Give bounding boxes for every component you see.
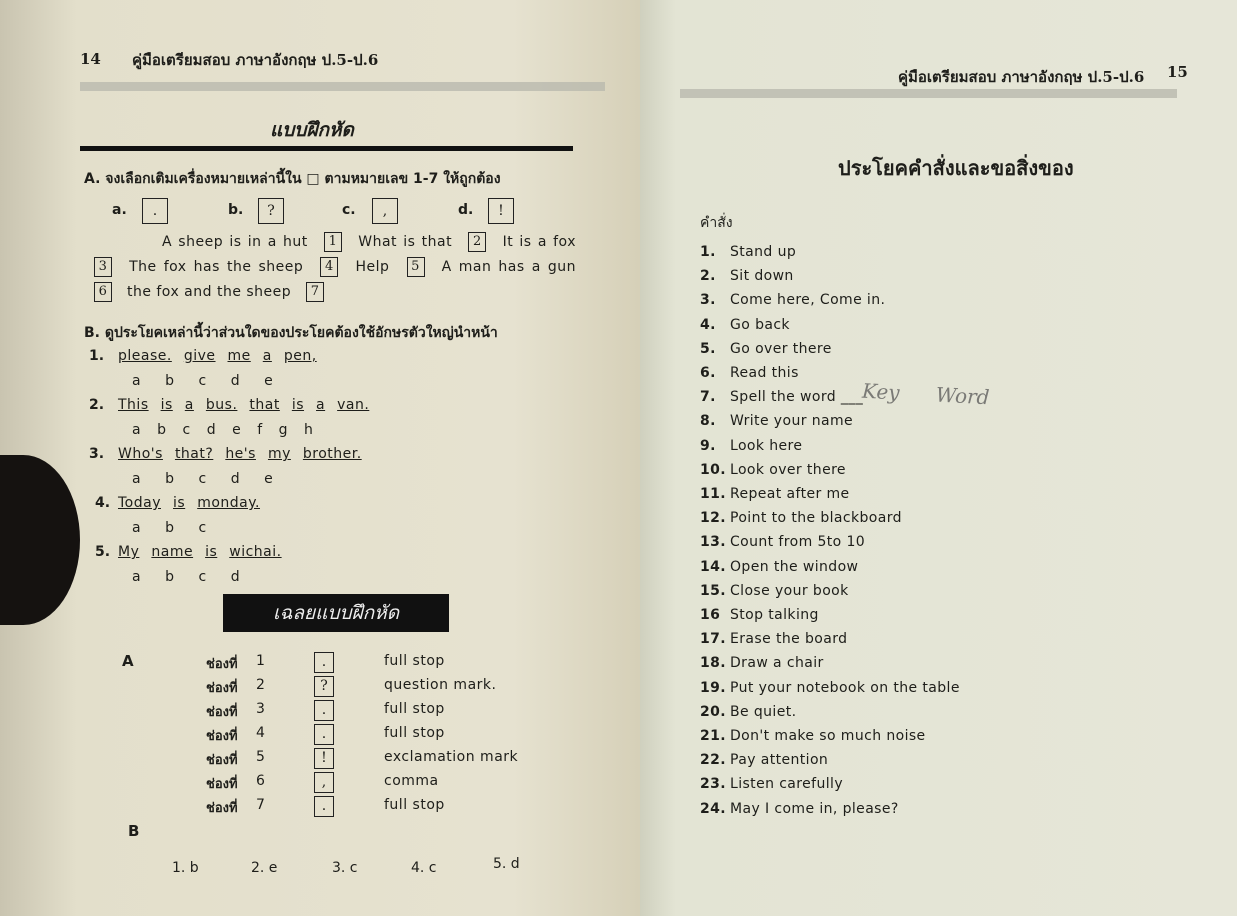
item-text: Don't make so much noise (730, 728, 926, 744)
answer-mark-name: comma (384, 773, 439, 789)
running-header: คู่มือเตรียมสอบ ภาษาอังกฤษ ป.5-ป.6 (898, 68, 1145, 86)
item-number: 21. (700, 728, 727, 744)
command-item (700, 462, 846, 478)
item-text: Go back (730, 316, 790, 333)
sentence-number: 3. (89, 446, 105, 462)
slot-label: ช่องที่ (206, 777, 238, 792)
part-letter: b (165, 373, 175, 389)
slot-number: 4 (256, 725, 265, 741)
passage-text: The fox has the sheep (129, 259, 304, 275)
item-number: 24. (700, 800, 727, 817)
sentence-word: that (249, 397, 280, 413)
thumb-shadow (0, 455, 80, 625)
slot-label: ช่องที่ (206, 681, 238, 696)
item-number: 14. (700, 558, 727, 575)
answer-b-item: 5. d (493, 856, 520, 872)
part-letter: c (182, 422, 191, 438)
item-number: 13. (700, 534, 727, 551)
item-text: Sit down (730, 268, 794, 285)
part-letter: a (132, 373, 142, 389)
item-number: 22. (700, 752, 727, 769)
option-mark-box: ? (258, 198, 284, 224)
sentence-word: please. (118, 348, 172, 364)
sentence-number: 2. (89, 397, 105, 413)
command-item (700, 728, 926, 744)
item-number: 11. (700, 486, 727, 502)
answer-a-label: A (122, 652, 134, 670)
answer-b-item: 4. c (411, 860, 437, 876)
sentence-word: is (173, 495, 186, 511)
item-text: Put your notebook on the table (730, 679, 960, 696)
sentence-number: 5. (95, 544, 111, 560)
sentence-letters (132, 373, 297, 389)
answer-mark-name: full stop (384, 797, 445, 813)
slot-label: ช่องที่ (206, 753, 238, 768)
part-letter: a (132, 569, 142, 585)
part-letter: c (198, 373, 207, 389)
blank-box: 1 (324, 232, 342, 252)
item-number: 2. (700, 268, 716, 285)
command-item (700, 317, 790, 333)
right-page (640, 0, 1237, 916)
item-text: Stop talking (730, 607, 819, 623)
sentence-word: name (151, 544, 194, 560)
command-item (700, 559, 858, 575)
sentence-word: monday. (197, 495, 260, 511)
command-item (700, 389, 863, 405)
part-letter: d (230, 471, 241, 487)
sentence-number: 1. (89, 348, 105, 364)
item-number: 6. (700, 365, 716, 381)
item-text: Close your book (730, 582, 849, 599)
item-number: 7. (700, 389, 716, 406)
part-letter: c (198, 569, 207, 585)
page-number: 14 (80, 50, 101, 68)
part-a-passage (84, 230, 576, 305)
sentence-word: a (262, 348, 272, 364)
item-number: 12. (700, 510, 727, 527)
item-text: Look over there (730, 461, 846, 478)
item-number: 4. (700, 316, 716, 333)
command-item (700, 680, 960, 696)
answer-mark-name: full stop (384, 701, 445, 717)
slot-number: 1 (256, 653, 265, 669)
passage-text: Help (355, 259, 390, 275)
option-mark-box: ! (488, 198, 514, 224)
sentence-word: pen, (283, 348, 317, 364)
command-item (700, 631, 847, 647)
blank-box: 4 (320, 257, 338, 277)
command-item (700, 292, 885, 308)
sentence-word: wichai. (229, 544, 282, 560)
item-number: 15. (700, 582, 727, 599)
item-number: 9. (700, 437, 716, 454)
command-item (700, 776, 843, 792)
command-item (700, 534, 865, 550)
part-letter: a (132, 471, 142, 487)
command-item (700, 583, 849, 599)
answer-mark-box: ? (314, 676, 334, 697)
item-text: Come here, Come in. (730, 292, 886, 309)
part-letter: b (165, 471, 175, 487)
sentence-word: is (205, 544, 218, 560)
passage-text: A sheep is in a hut (162, 234, 308, 250)
slot-number: 5 (256, 749, 265, 765)
slot-label: ช่องที่ (206, 729, 238, 744)
answer-mark-name: question mark. (384, 677, 497, 693)
sentence-letters (132, 422, 329, 438)
sentence-letters (132, 520, 231, 536)
sentence-word: me (227, 348, 251, 364)
blank-box: 7 (306, 282, 324, 302)
option-mark-box: . (142, 198, 168, 224)
item-text: Repeat after me (730, 486, 850, 502)
item-number: 17. (700, 631, 727, 648)
command-item (700, 704, 796, 720)
sentence-word: a (184, 397, 194, 413)
sentence-word: is (160, 397, 173, 413)
slot-number: 7 (256, 797, 265, 813)
item-number: 20. (700, 703, 727, 720)
part-letter: a (132, 520, 142, 536)
item-text: Spell the word ___ (730, 389, 864, 406)
sentence-word: This (118, 397, 149, 413)
item-number: 19. (700, 679, 727, 696)
answer-mark-box: . (314, 652, 334, 673)
subtitle: คำสั่ง (700, 215, 733, 231)
answer-mark-box: ! (314, 748, 334, 769)
answer-b-item: 3. c (332, 860, 358, 876)
part-letter: e (232, 422, 242, 438)
sentence-word: is (291, 397, 305, 413)
part-letter: d (230, 373, 241, 389)
slot-label: ช่องที่ (206, 705, 238, 720)
part-letter: g (278, 422, 289, 438)
sentence-words (118, 397, 381, 413)
answer-mark-box: . (314, 724, 334, 745)
item-number: 1. (700, 244, 716, 260)
item-text: Stand up (730, 244, 797, 260)
slot-number: 6 (256, 773, 265, 789)
page-title: ประโยคคำสั่งและขอสิ่งของ (838, 156, 1074, 180)
header-band (80, 82, 605, 91)
answer-mark-box: , (314, 772, 334, 793)
handwritten-note: Key Word (861, 378, 991, 410)
blank-box: 5 (407, 257, 425, 277)
blank-box: 2 (468, 232, 486, 252)
sentence-letters (132, 569, 264, 585)
item-text: Write your name (730, 413, 854, 430)
command-item (700, 438, 802, 454)
header-band (680, 89, 1177, 98)
item-text: May I come in, please? (730, 800, 899, 817)
command-item (700, 752, 828, 768)
sentence-words (118, 544, 294, 560)
command-item (700, 413, 853, 429)
blank-box: 3 (94, 257, 112, 277)
item-text: Point to the blackboard (730, 510, 902, 527)
part-letter: b (165, 520, 175, 536)
slot-number: 3 (256, 701, 265, 717)
running-header: คู่มือเตรียมสอบ ภาษาอังกฤษ ป.5-ป.6 (132, 51, 379, 69)
item-number: 5. (700, 340, 716, 357)
sentence-words (118, 348, 329, 364)
item-text: Listen carefully (730, 776, 844, 793)
sentence-word: bus. (205, 397, 238, 413)
answer-b-item: 1. b (172, 860, 199, 876)
item-number: 8. (700, 413, 716, 430)
part-b-instruction: B. ดูประโยคเหล่านี้ว่าส่วนใดของประโยคต้องใช้อักษรตัวใหญ่นำหน้า (84, 325, 498, 341)
item-number: 16 (700, 607, 721, 623)
item-text: Count from 5to 10 (730, 534, 866, 551)
passage-text: It is a fox (502, 234, 576, 250)
sentence-word: give (183, 348, 216, 364)
part-letter: b (157, 422, 167, 438)
answer-mark-name: full stop (384, 653, 445, 669)
command-item (700, 801, 899, 817)
sentence-words (118, 446, 374, 462)
sentence-word: Today (118, 495, 161, 511)
sentence-word: Who's (118, 446, 163, 462)
part-letter: e (264, 471, 274, 487)
part-a-instruction: A. จงเลือกเติมเครื่องหมายเหล่านี้ใน □ ตามหมายเลข 1-7 ให้ถูกต้อง (84, 171, 501, 187)
answer-mark-box: . (314, 796, 334, 817)
slot-label: ช่องที่ (206, 657, 238, 672)
item-number: 18. (700, 655, 727, 672)
option-mark-box: , (372, 198, 398, 224)
item-text: Look here (730, 437, 803, 454)
answer-mark-name: full stop (384, 725, 445, 741)
answer-title: เฉลยแบบฝึกหัด (223, 594, 449, 632)
option-label: b. (228, 202, 244, 218)
passage-text: A man has a gun (441, 259, 577, 275)
title-rule (80, 146, 573, 151)
part-letter: c (198, 471, 207, 487)
command-item (700, 365, 799, 381)
command-item (700, 341, 832, 357)
item-number: 3. (700, 292, 716, 309)
item-text: Be quiet. (730, 703, 797, 720)
passage-text: the fox and the sheep (126, 284, 292, 300)
command-item (700, 655, 824, 671)
part-letter: c (198, 520, 207, 536)
item-text: Pay attention (730, 752, 829, 769)
command-item (700, 268, 794, 284)
part-letter: e (264, 373, 274, 389)
part-letter: d (230, 569, 241, 585)
sentence-word: van. (337, 397, 370, 413)
option-label: c. (342, 202, 356, 218)
sentence-words (118, 495, 272, 511)
command-item (700, 510, 902, 526)
command-item (700, 607, 819, 623)
item-text: Open the window (730, 558, 859, 575)
command-item (700, 244, 796, 260)
sentence-number: 4. (95, 495, 111, 511)
part-letter: d (206, 422, 217, 438)
sentence-word: he's (225, 446, 256, 462)
option-label: a. (112, 202, 127, 218)
slot-number: 2 (256, 677, 265, 693)
sentence-word: my (267, 446, 291, 462)
item-text: Draw a chair (730, 655, 824, 672)
item-text: Read this (730, 365, 799, 381)
slot-label: ช่องที่ (206, 801, 238, 816)
sentence-word: that? (174, 446, 214, 462)
part-letter: b (165, 569, 175, 585)
option-label: d. (458, 202, 474, 218)
part-letter: h (304, 422, 314, 438)
item-number: 23. (700, 776, 727, 793)
sentence-letters (132, 471, 297, 487)
command-item (700, 486, 850, 502)
passage-text: What is that (358, 234, 453, 250)
answer-b-label: B (128, 822, 140, 840)
sentence-word: brother. (302, 446, 362, 462)
item-number: 10. (700, 461, 727, 478)
item-text: Erase the board (730, 631, 848, 648)
answer-mark-name: exclamation mark (384, 749, 519, 765)
sentence-word: My (118, 544, 140, 560)
part-letter: f (257, 422, 263, 438)
sentence-word: a (316, 397, 326, 413)
section-title: แบบฝึกหัด (270, 119, 354, 141)
blank-box: 6 (94, 282, 112, 302)
item-text: Go over there (730, 340, 832, 357)
answer-mark-box: . (314, 700, 334, 721)
answer-b-item: 2. e (251, 860, 278, 876)
page-number: 15 (1167, 63, 1188, 81)
part-letter: a (132, 422, 142, 438)
